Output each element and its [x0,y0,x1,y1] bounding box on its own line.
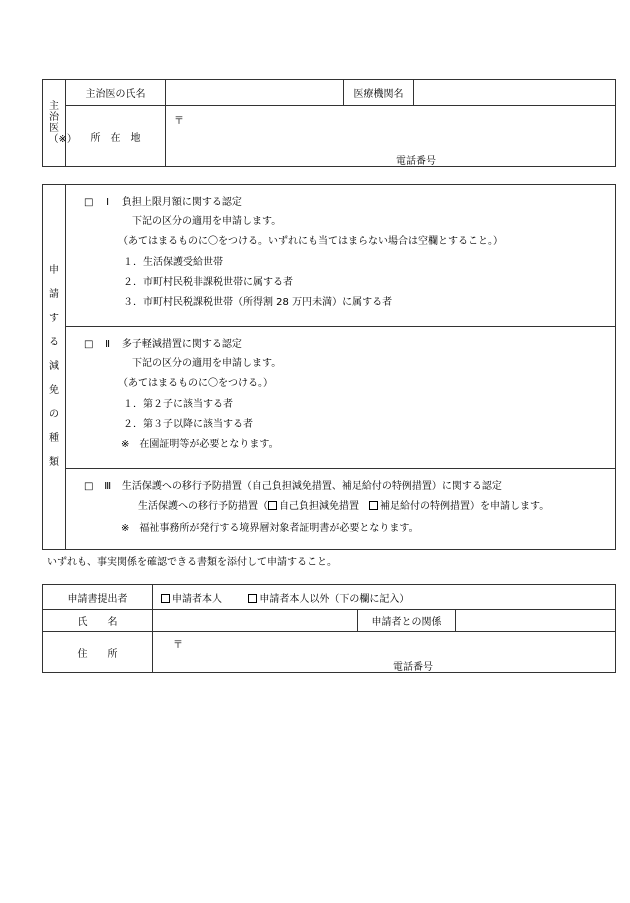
opt-self-burden-label: 自己負担減免措置 [279,501,359,512]
section2-numeral: Ⅱ [105,339,111,350]
applicant-table [42,584,616,673]
institution-label: 医療機関名 [344,80,414,106]
doctor-info-table [42,79,616,167]
relation-label: 申請者との関係 [358,610,456,632]
submitter-label: 申請書提出者 [43,585,153,610]
submitter-self-checkbox[interactable] [161,594,170,603]
section1-checkbox[interactable]: □ [84,197,94,208]
submitter-self-label: 申請者本人 [172,593,222,605]
doctor-side-label: 主治医（※） [43,80,66,167]
section2-item-2[interactable]: ２．第３子以降に該当する者 [123,419,253,430]
section3-checkbox[interactable]: □ [84,481,94,492]
section3-lead: 生活保護への移行予防措置（ 自己負担減免措置 補足給付の特例措置）を申請します。 [138,501,550,512]
section1-numeral: Ⅰ [106,197,110,208]
opt-supplement-label: 補足給付の特例措置 [380,501,470,512]
section1-item-2[interactable]: ２．市町村民税非課税世帯に属する者 [123,277,293,288]
section1-item-1[interactable]: １．生活保護受給世帯 [123,257,223,268]
section1-title: 負担上限月額に関する認定 [121,197,242,208]
section2-instruction: （あてはまるものに〇をつける。） [118,378,273,389]
section-1 [66,185,616,327]
doctor-phone-label: 電話番号 [396,156,436,167]
doctor-name-label: 主治医の氏名 [66,80,166,106]
section1-item-3[interactable]: ３．市町村民税課税世帯（所得割 28 万円未満）に属する者 [123,297,393,308]
section-3 [66,469,616,550]
section1-lead: 下記の区分の適用を申請します。 [132,216,282,227]
postal-mark: 〒 [174,116,184,127]
applicant-postal-mark: 〒 [173,640,183,651]
submitter-options [153,585,616,610]
section2-item-1[interactable]: １．第２子に該当する者 [123,399,233,410]
section2-lead: 下記の区分の適用を申請します。 [132,358,282,369]
applicant-name-label: 氏 名 [43,610,153,632]
applicant-phone-label: 電話番号 [393,662,433,673]
section-2 [66,327,616,469]
reduction-side-label: 申請する減免の種類 [43,185,66,550]
section1-instruction: （あてはまるものに〇をつける。いずれにも当てはまらない場合は空欄とすること。） [118,236,503,247]
doctor-address-field[interactable] [166,106,616,167]
section3-numeral: Ⅲ [104,481,112,492]
doctor-name-field[interactable] [166,80,344,106]
submitter-other-label: 申請者本人以外（下の欄に記入） [259,593,410,605]
applicant-address-field[interactable] [153,632,616,673]
applicant-name-field[interactable] [153,610,358,632]
opt-supplement-checkbox[interactable] [369,501,378,510]
reduction-type-table [42,184,616,550]
section3-note: ※ 福祉事務所が発行する境界層対象者証明書が必要となります。 [121,523,419,534]
section2-note: ※ 在園証明等が必要となります。 [121,439,279,450]
section2-checkbox[interactable]: □ [84,339,94,350]
applicant-address-label: 住 所 [43,632,153,673]
opt-self-burden-checkbox[interactable] [268,501,277,510]
relation-field[interactable] [456,610,616,632]
section2-title: 多子軽減措置に関する認定 [121,339,242,350]
doctor-address-label: 所 在 地 [66,106,166,167]
institution-field[interactable] [414,80,616,106]
submitter-other-checkbox[interactable] [248,594,257,603]
section3-title: 生活保護への移行予防措置（自己負担減免措置、補足給付の特例措置）に関する認定 [121,481,502,492]
attachment-note: いずれも、事実関係を確認できる書類を添付して申請すること。 [47,557,337,568]
